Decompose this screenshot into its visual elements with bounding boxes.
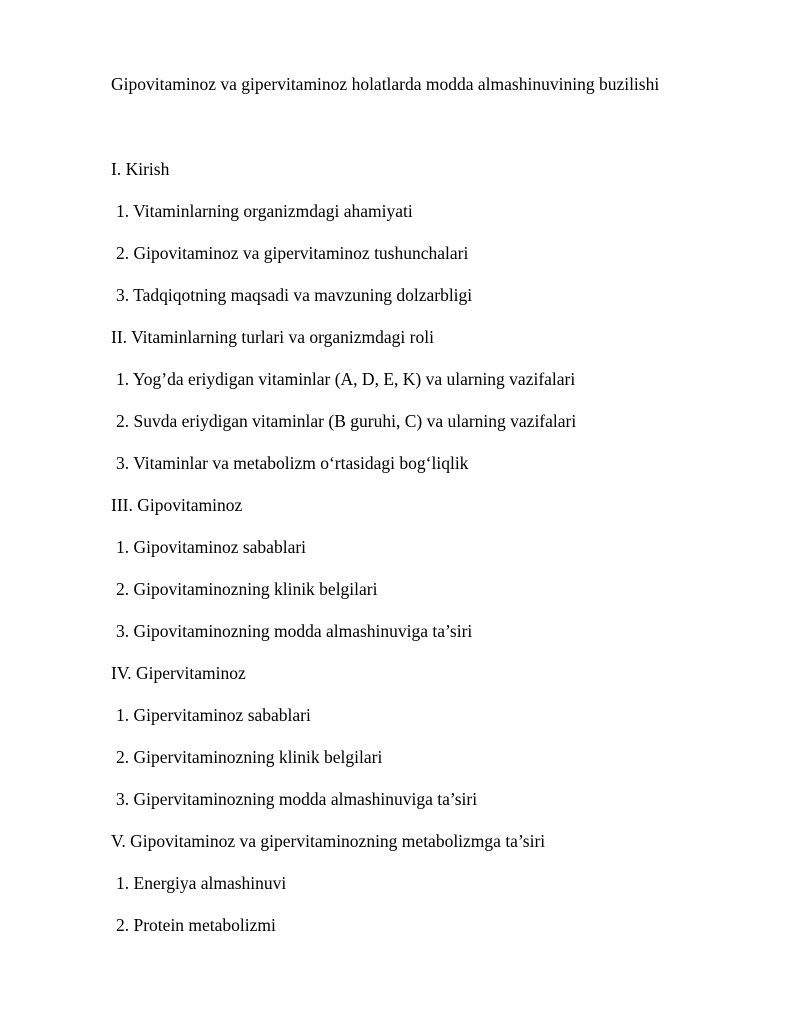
outline-item: 3. Vitaminlar va metabolizm o‘rtasidagi bog‘liqlik: [116, 453, 469, 473]
outline-item: 2. Gipovitaminozning klinik belgilari: [116, 579, 378, 599]
outline-item: 2. Gipervitaminozning klinik belgilari: [116, 747, 383, 767]
outline-item: 1. Energiya almashinuvi: [116, 873, 287, 893]
outline-item: 2. Gipovitaminoz va gipervitaminoz tushunchalari: [116, 243, 469, 263]
outline-item: 1. Gipervitaminoz sabablari: [116, 705, 311, 725]
outline-item: 1. Yog’da eriydigan vitaminlar (A, D, E, K) va ularning vazifalari: [116, 369, 576, 389]
outline-section-heading: V. Gipovitaminoz va gipervitaminozning metabolizmga ta’siri: [111, 831, 546, 851]
document-outline: [111, 158, 576, 956]
outline-item: 3. Gipovitaminozning modda almashinuviga ta’siri: [116, 621, 473, 641]
outline-section-heading: I. Kirish: [111, 159, 170, 179]
outline-section-heading: III. Gipovitaminoz: [111, 495, 243, 515]
outline-item: 2. Suvda eriydigan vitaminlar (B guruhi, C) va ularning vazifalari: [116, 411, 577, 431]
outline-item: 3. Tadqiqotning maqsadi va mavzuning dolzarbligi: [116, 285, 473, 305]
outline-section-heading: IV. Gipervitaminoz: [111, 663, 246, 683]
outline-item: 1. Vitaminlarning organizmdagi ahamiyati: [116, 201, 413, 221]
outline-item: 1. Gipovitaminoz sabablari: [116, 537, 307, 557]
document-title: Gipovitaminoz va gipervitaminoz holatlarda modda almashinuvining buzilishi: [111, 74, 660, 94]
outline-item: 3. Gipervitaminozning modda almashinuviga ta’siri: [116, 789, 478, 809]
outline-section-heading: II. Vitaminlarning turlari va organizmdagi roli: [111, 327, 434, 347]
outline-item: 2. Protein metabolizmi: [116, 915, 276, 935]
